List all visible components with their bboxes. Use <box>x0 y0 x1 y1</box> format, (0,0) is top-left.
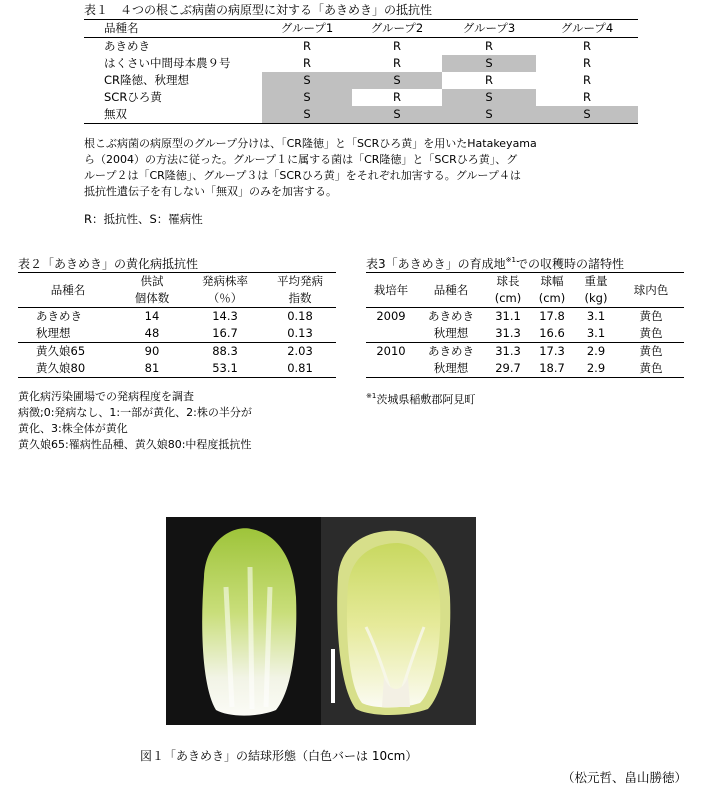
table2-cell-name: 黄久娘80 <box>36 361 86 375</box>
table3-row <box>366 308 684 326</box>
table3-cell-wid: 17.3 <box>539 344 565 358</box>
table1-cell: R <box>583 56 591 70</box>
table1-title: 表１ ４つの根こぶ病菌の病原型に対する「あきめき」の抵抗性 <box>84 3 433 17</box>
table1-header: 品種名 <box>104 21 139 35</box>
table1-cell: R <box>583 73 591 87</box>
table1-cell-name: はくさい中間母本農９号 <box>104 56 231 70</box>
table3-cell-len: 31.3 <box>495 344 521 358</box>
table3-title-sup: ※1 <box>505 256 516 264</box>
table1-cell: R <box>485 73 493 87</box>
table3-header: (cm) <box>538 291 566 305</box>
table2-cell-rate: 88.3 <box>212 344 238 358</box>
table2-cell-n: 81 <box>144 361 160 375</box>
table3-cell-name: 秋理想 <box>433 361 469 375</box>
table3 <box>366 272 684 378</box>
table3-row <box>366 325 684 343</box>
table3-cell-len: 31.3 <box>495 326 521 340</box>
table1-cell-name: CR隆徳、秋理想 <box>104 73 190 87</box>
table3-cell-year <box>366 360 416 378</box>
table1-cell: R <box>583 90 591 104</box>
table3-cell-name: あきめき <box>428 344 474 358</box>
cabbage-photo <box>166 517 476 725</box>
table2-cell-name: あきめき <box>36 309 82 323</box>
table3-cell-wt: 3.1 <box>586 309 606 323</box>
table1-header: グループ4 <box>560 21 614 35</box>
table3-header: 球内色 <box>633 282 669 297</box>
table1-note-line: ら（2004）の方法に従った。グループ１に属する菌は「CR隆徳」と「SCRひろ黄」、グ <box>84 153 518 166</box>
authors: （松元哲、畠山勝徳） <box>561 770 687 785</box>
table2-cell-name: 秋理想 <box>36 326 71 340</box>
table3-cell-name: 秋理想 <box>433 326 469 340</box>
table2-note-line: 黄化、3:株全体が黄化 <box>18 422 128 435</box>
table2-cell-idx: 0.81 <box>287 361 313 375</box>
table3-cell-color: 黄色 <box>639 309 663 323</box>
table1-notes <box>84 136 644 200</box>
table3-header: 球長 <box>496 274 520 288</box>
table1-legend: R：抵抗性、S：罹病性 <box>84 212 203 226</box>
table3-cell-wid: 17.8 <box>539 309 565 323</box>
table2-notes <box>18 389 348 453</box>
table1-note-line: 抵抗性遺伝子を有しない「無双」のみを加害する。 <box>84 185 337 198</box>
table3-cell-wt: 2.9 <box>586 361 606 375</box>
table2-row <box>18 308 336 326</box>
table1-cell: S <box>262 72 352 89</box>
table1-cell: R <box>393 39 401 53</box>
table1-row <box>84 38 638 56</box>
table3-row <box>366 343 684 361</box>
table1-row <box>84 106 638 124</box>
figure-caption: 図１「あきめき」の結球形態（白色バーは 10cm） <box>140 749 418 763</box>
table3-cell-len: 29.7 <box>495 361 521 375</box>
table2-cell-n: 90 <box>144 344 160 358</box>
table1-cell: R <box>393 56 401 70</box>
table1-cell: S <box>442 106 536 124</box>
table3-header: (kg) <box>584 291 608 305</box>
table2-header: 指数 <box>288 291 312 305</box>
table1-cell-name: 無双 <box>104 107 127 121</box>
table1-note-line: ループ２は「CR隆徳」、グループ３は「SCRひろ黄」をそれぞれ加害する。グループ４は <box>84 169 521 182</box>
table2-row <box>18 325 336 343</box>
table2-note-line: 黄化病汚染圃場での発病程度を調査 <box>18 390 194 403</box>
table1-header: グループ3 <box>462 21 516 35</box>
table1-cell: S <box>352 106 442 124</box>
table3-header: 球幅 <box>540 274 564 288</box>
table2-cell-n: 14 <box>144 309 160 323</box>
table1-row <box>84 89 638 106</box>
table2-cell-rate: 53.1 <box>212 361 238 375</box>
table1-cell: R <box>485 39 493 53</box>
table1-note-line: 根こぶ病菌の病原型のグループ分けは、「CR隆徳」と「SCRひろ黄」を用いたHatakeyama <box>84 137 537 150</box>
scale-bar <box>331 649 335 703</box>
table3-title-text: 表3「あきめき」の育成地 <box>366 257 506 271</box>
table1-cell: S <box>536 106 638 124</box>
table1-cell-name: SCRひろ黄 <box>104 90 162 104</box>
table2-cell-rate: 14.3 <box>212 309 238 323</box>
table1-header: グループ1 <box>280 21 334 35</box>
table2-note-line: 病徴;0:発病なし、1:一部が黄化、2:株の半分が <box>18 406 252 419</box>
table2-header-name: 品種名 <box>50 282 86 297</box>
table1-cell: S <box>442 55 536 72</box>
table3-cell-year: 2010 <box>376 344 406 358</box>
table1-cell: S <box>262 106 352 124</box>
table3-cell-len: 31.1 <box>495 309 521 323</box>
table1-cell: S <box>352 72 442 89</box>
table3-cell-wid: 18.7 <box>539 361 565 375</box>
table3-cell-wt: 2.9 <box>586 344 606 358</box>
table2-title: 表２「あきめき」の黄化病抵抗性 <box>18 257 199 271</box>
table1-cell: S <box>262 89 352 106</box>
table2-row <box>18 343 336 361</box>
table1-row <box>84 72 638 89</box>
table2 <box>18 272 336 378</box>
table1-cell: R <box>393 90 401 104</box>
table3-title-text: での収穫時の諸特性 <box>515 257 624 271</box>
table3-cell-color: 黄色 <box>639 361 663 375</box>
table3-header: 重量 <box>584 274 608 288</box>
table3-cell-name: あきめき <box>428 309 474 323</box>
table2-header: 供試 <box>140 274 164 288</box>
table3-header: 栽培年 <box>373 282 409 297</box>
table1-cell: S <box>442 89 536 106</box>
table2-header: （％） <box>207 291 243 305</box>
table2-cell-idx: 0.18 <box>287 309 313 323</box>
table3-cell-wid: 16.6 <box>539 326 565 340</box>
table1 <box>84 19 638 124</box>
table2-row <box>18 360 336 378</box>
table2-note-line: 黄久娘65:罹病性品種、黄久娘80:中程度抵抗性 <box>18 438 252 451</box>
table2-cell-idx: 0.13 <box>287 326 313 340</box>
table3-row <box>366 360 684 378</box>
table3-footnote <box>366 392 475 408</box>
table3-cell-year <box>366 325 416 343</box>
table3-footnote-text: 茨城県稲敷郡阿見町 <box>376 393 476 406</box>
table2-header: 発病株率 <box>202 274 248 288</box>
table1-row <box>84 55 638 72</box>
table2-cell-n: 48 <box>144 326 160 340</box>
table1-cell: R <box>583 39 591 53</box>
table3-header: 品種名 <box>433 282 469 297</box>
table3-cell-color: 黄色 <box>639 326 663 340</box>
table2-cell-idx: 2.03 <box>287 344 313 358</box>
table3-cell-color: 黄色 <box>639 344 663 358</box>
table1-header: グループ2 <box>370 21 424 35</box>
table3-header: (cm) <box>494 291 522 305</box>
table2-cell-rate: 16.7 <box>212 326 238 340</box>
table2-header: 個体数 <box>134 291 170 305</box>
table1-cell-name: あきめき <box>104 39 150 53</box>
table3-title <box>366 256 624 272</box>
table1-cell: R <box>303 39 311 53</box>
table3-footnote-sup: ※1 <box>366 392 377 400</box>
table2-cell-name: 黄久娘65 <box>36 344 86 358</box>
table1-cell: R <box>303 56 311 70</box>
cabbage-illustration <box>166 517 476 725</box>
table3-cell-year: 2009 <box>376 309 406 323</box>
table3-cell-wt: 3.1 <box>586 326 606 340</box>
table2-header: 平均発病 <box>277 274 323 288</box>
